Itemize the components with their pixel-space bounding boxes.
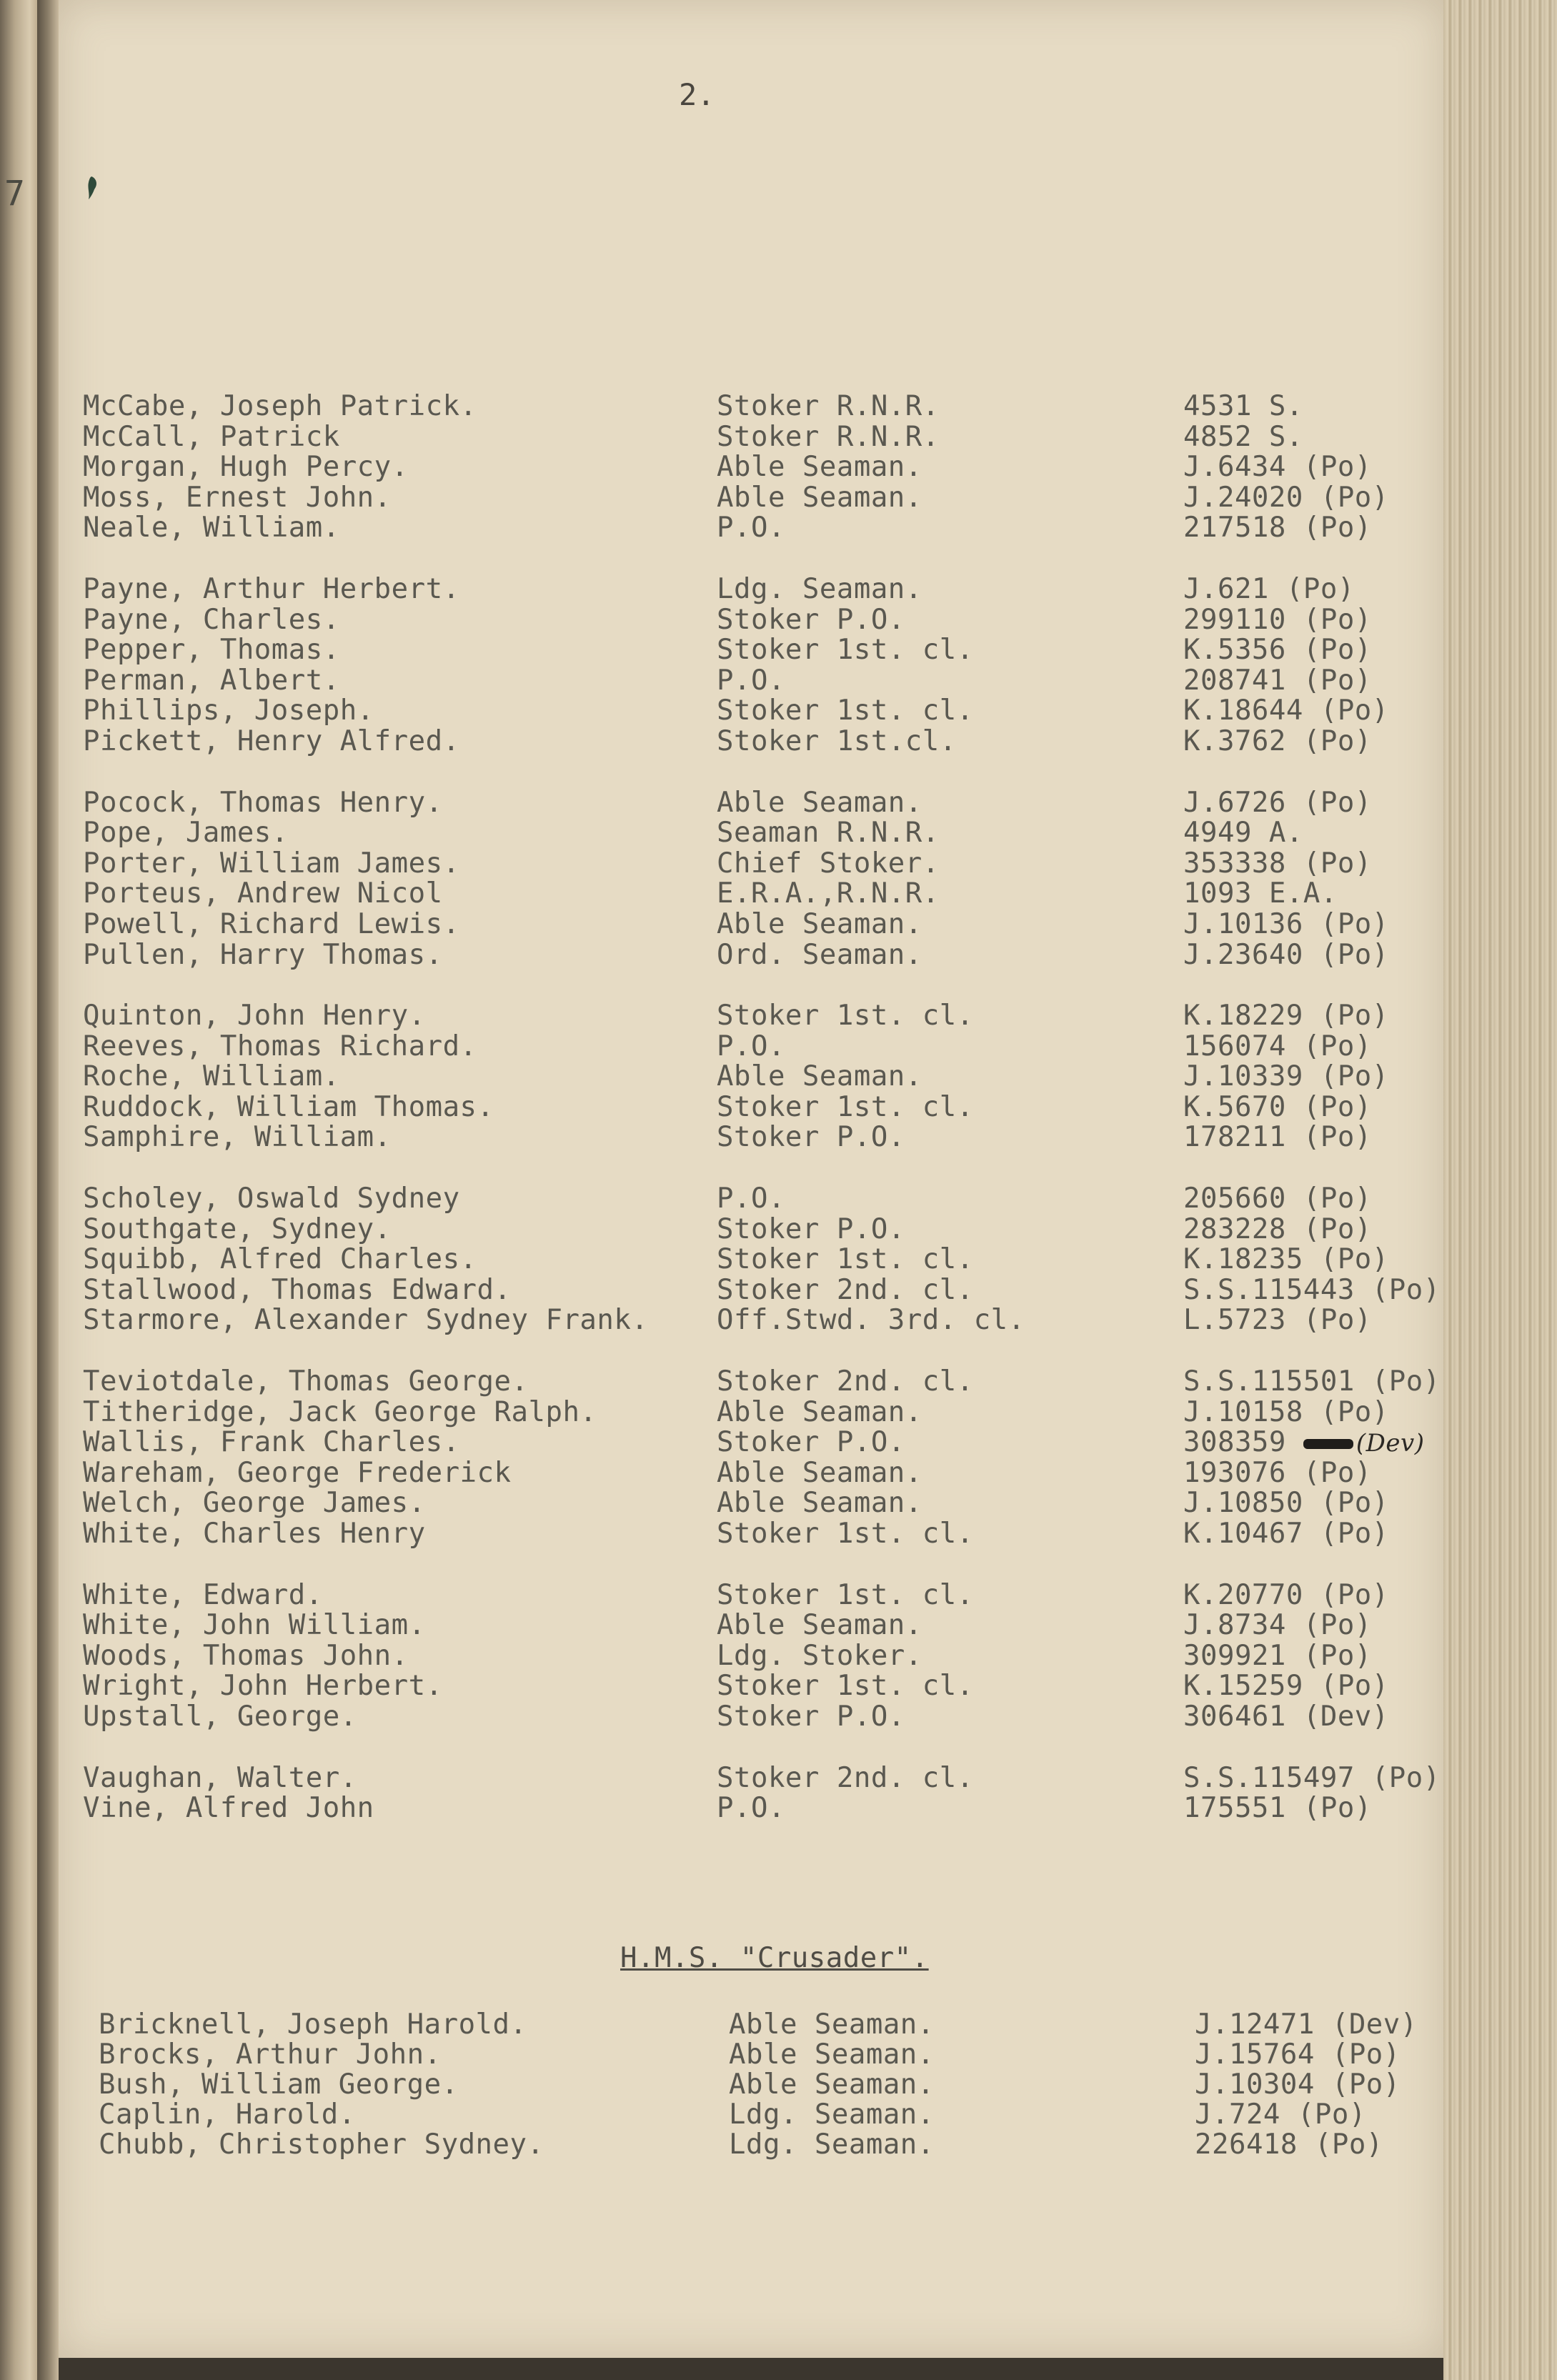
- roster-row: [83, 452, 1455, 483]
- sailor-name: Squibb, Alfred Charles.: [83, 1243, 477, 1276]
- sailor-name: Pullen, Harry Thomas.: [83, 938, 443, 971]
- roster-row: [83, 696, 1455, 727]
- sailor-name: Payne, Charles.: [83, 603, 340, 636]
- sailor-name: Starmore, Alexander Sydney Frank.: [83, 1304, 649, 1337]
- roster-row: [83, 1184, 1455, 1215]
- sailor-rank: Chief Stoker.: [717, 847, 940, 880]
- roster-row: [83, 666, 1455, 697]
- sailor-rank: Able Seaman.: [717, 1609, 922, 1642]
- official-number: J.621 (Po): [1183, 572, 1355, 605]
- roster-row: [83, 788, 1455, 819]
- sailor-name: White, Edward.: [83, 1578, 323, 1611]
- sailor-rank: Stoker 2nd. cl.: [717, 1365, 974, 1398]
- official-number: 283228 (Po): [1183, 1213, 1372, 1245]
- roster-row: [83, 1793, 1455, 1824]
- roster-row: [83, 1641, 1455, 1672]
- sailor-name: Brocks, Arthur John.: [99, 2038, 442, 2071]
- sailor-name: Pepper, Thomas.: [83, 634, 340, 667]
- official-number: J.24020 (Po): [1183, 481, 1389, 514]
- sailor-rank: Stoker 2nd. cl.: [717, 1761, 974, 1794]
- sailor-name: Porteus, Andrew Nicol: [83, 877, 443, 910]
- sailor-rank: Stoker P.O.: [717, 1700, 905, 1733]
- roster-row: [83, 1032, 1455, 1062]
- sailor-rank: Seaman R.N.R.: [717, 817, 940, 850]
- sailor-rank: Stoker 1st.cl.: [717, 725, 957, 757]
- official-number: J.8734 (Po): [1183, 1609, 1372, 1642]
- roster-row: [99, 2010, 1456, 2040]
- official-number: J.10136 (Po): [1183, 907, 1389, 940]
- sailor-rank: E.R.A.,R.N.R.: [717, 877, 940, 910]
- roster-row: [83, 1092, 1455, 1123]
- sailor-name: Wareham, George Frederick: [83, 1456, 512, 1489]
- official-number: J.6726 (Po): [1183, 786, 1372, 819]
- official-number: 156074 (Po): [1183, 1030, 1372, 1062]
- sailor-name: Vine, Alfred John: [83, 1792, 374, 1825]
- sailor-name: Pope, James.: [83, 817, 289, 850]
- roster-group: [83, 1763, 1455, 1824]
- ink-blot-icon: [83, 174, 104, 202]
- official-number: K.10467 (Po): [1183, 1518, 1389, 1550]
- official-number: J.10158 (Po): [1183, 1395, 1389, 1428]
- sailor-rank: Able Seaman.: [717, 786, 922, 819]
- sailor-rank: Stoker 1st. cl.: [717, 1670, 974, 1703]
- roster-row: [83, 1395, 1455, 1428]
- roster-row: [99, 2100, 1456, 2130]
- official-number: 299110 (Po): [1183, 603, 1372, 636]
- official-number: 205660 (Po): [1183, 1182, 1372, 1215]
- sailor-rank: P.O.: [717, 664, 785, 697]
- official-number: S.S.115443 (Po): [1183, 1273, 1441, 1306]
- official-number: J.10850 (Po): [1183, 1487, 1389, 1520]
- ship-heading-crusader: H.M.S. "Crusader".: [620, 1942, 929, 1974]
- sailor-rank: Stoker P.O.: [717, 603, 905, 636]
- sailor-rank: Able Seaman.: [717, 1456, 922, 1489]
- roster-row: [83, 1580, 1455, 1611]
- official-number: 353338 (Po): [1183, 847, 1372, 880]
- page-number: 2.: [679, 77, 715, 112]
- sailor-rank: Stoker P.O.: [717, 1213, 905, 1245]
- roster-row: [83, 1671, 1455, 1702]
- roster-row: [83, 422, 1455, 453]
- roster-group: [83, 574, 1455, 757]
- official-number: J.23640 (Po): [1183, 938, 1389, 971]
- sailor-name: Bricknell, Joseph Harold.: [99, 2008, 527, 2041]
- sailor-name: Wallis, Frank Charles.: [83, 1426, 460, 1459]
- sailor-rank: Able Seaman.: [717, 907, 922, 940]
- page-edges: [1443, 0, 1557, 2380]
- official-number: 309921 (Po): [1183, 1639, 1372, 1672]
- official-number: 4531 S.: [1183, 390, 1303, 422]
- official-number: L.5723 (Po): [1183, 1304, 1372, 1337]
- official-number: K.18644 (Po): [1183, 694, 1389, 727]
- roster-row: [83, 1215, 1455, 1245]
- official-number: 1093 E.A.: [1183, 877, 1338, 910]
- official-number: J.724 (Po): [1195, 2098, 1366, 2131]
- sailor-name: Vaughan, Walter.: [83, 1761, 357, 1794]
- sailor-name: White, Charles Henry: [83, 1518, 426, 1550]
- sailor-name: McCabe, Joseph Patrick.: [83, 390, 477, 422]
- official-number: J.6434 (Po): [1183, 451, 1372, 484]
- official-number: J.12471 (Dev): [1195, 2008, 1418, 2041]
- book-gutter: [37, 0, 59, 2380]
- sailor-name: Moss, Ernest John.: [83, 481, 392, 514]
- sailor-name: Samphire, William.: [83, 1121, 392, 1154]
- roster-row: [83, 1763, 1455, 1794]
- crusader-roster: [99, 2010, 1456, 2160]
- official-number: 308359: [1183, 1426, 1286, 1459]
- sailor-rank: Able Seaman.: [717, 1395, 922, 1428]
- sailor-rank: Stoker 1st. cl.: [717, 1000, 974, 1032]
- sailor-name: Southgate, Sydney.: [83, 1213, 392, 1245]
- roster-row: [83, 1275, 1455, 1306]
- official-number: 175551 (Po): [1183, 1792, 1372, 1825]
- sailor-name: Titheridge, Jack George Ralph.: [83, 1395, 597, 1428]
- roster-row: [83, 727, 1455, 757]
- roster-row: [83, 574, 1455, 605]
- crew-roster: [83, 392, 1455, 1855]
- sailor-name: Upstall, George.: [83, 1700, 357, 1733]
- official-number: 178211 (Po): [1183, 1121, 1372, 1154]
- sailor-name: Pickett, Henry Alfred.: [83, 725, 460, 757]
- roster-row: [99, 2070, 1456, 2100]
- official-number: J.10339 (Po): [1183, 1060, 1389, 1093]
- sailor-rank: P.O.: [717, 1030, 785, 1062]
- sailor-name: Porter, William James.: [83, 847, 460, 880]
- roster-row: [83, 483, 1455, 514]
- sailor-rank: Stoker 1st. cl.: [717, 1518, 974, 1550]
- margin-mark: 7: [4, 174, 25, 214]
- roster-row: [83, 1062, 1455, 1092]
- roster-row: [83, 605, 1455, 636]
- sailor-name: Payne, Arthur Herbert.: [83, 572, 460, 605]
- sailor-name: Caplin, Harold.: [99, 2098, 356, 2131]
- sailor-name: Neale, William.: [83, 512, 340, 544]
- sailor-name: Bush, William George.: [99, 2068, 459, 2101]
- roster-group: [83, 788, 1455, 971]
- sailor-rank: Stoker 2nd. cl.: [717, 1273, 974, 1306]
- official-number: J.10304 (Po): [1195, 2068, 1401, 2101]
- roster-row: [99, 2040, 1456, 2070]
- roster-row: [83, 879, 1455, 910]
- roster-group: [83, 392, 1455, 544]
- sailor-rank: Able Seaman.: [729, 2068, 935, 2101]
- roster-row: [83, 907, 1455, 940]
- roster-row: [83, 849, 1455, 880]
- official-number-amended: [1183, 1428, 1425, 1459]
- roster-row: [83, 1428, 1455, 1458]
- sailor-rank: Stoker P.O.: [717, 1121, 905, 1154]
- sailor-rank: Stoker 1st. cl.: [717, 1090, 974, 1123]
- sailor-rank: Able Seaman.: [717, 481, 922, 514]
- sailor-rank: P.O.: [717, 1792, 785, 1825]
- sailor-rank: Able Seaman.: [729, 2008, 935, 2041]
- sailor-rank: Ldg. Seaman.: [729, 2098, 935, 2131]
- roster-group: [83, 1001, 1455, 1153]
- sailor-name: Phillips, Joseph.: [83, 694, 374, 727]
- sailor-name: Reeves, Thomas Richard.: [83, 1030, 477, 1062]
- official-number: K.5670 (Po): [1183, 1090, 1372, 1123]
- sailor-name: Quinton, John Henry.: [83, 1000, 426, 1032]
- roster-row: [83, 1122, 1455, 1153]
- sailor-name: Woods, Thomas John.: [83, 1639, 409, 1672]
- sailor-rank: Able Seaman.: [717, 1060, 922, 1093]
- roster-row: [83, 513, 1455, 544]
- sailor-rank: Stoker 1st. cl.: [717, 634, 974, 667]
- official-number: K.18235 (Po): [1183, 1243, 1389, 1276]
- roster-row: [83, 1610, 1455, 1641]
- official-number: S.S.115497 (Po): [1183, 1761, 1441, 1794]
- sailor-rank: P.O.: [717, 1182, 785, 1215]
- roster-row: [83, 1001, 1455, 1032]
- sailor-name: Wright, John Herbert.: [83, 1670, 443, 1703]
- roster-row: [83, 1305, 1455, 1336]
- sailor-rank: Able Seaman.: [717, 451, 922, 484]
- bottom-shadow: [59, 2358, 1443, 2380]
- sailor-rank: Stoker 1st. cl.: [717, 694, 974, 727]
- official-number: J.15764 (Po): [1195, 2038, 1401, 2071]
- sailor-name: Morgan, Hugh Percy.: [83, 451, 409, 484]
- roster-row: [83, 1367, 1455, 1398]
- sailor-name: Scholey, Oswald Sydney: [83, 1182, 460, 1215]
- roster-group: [83, 1184, 1455, 1336]
- roster-group: [83, 1367, 1455, 1550]
- roster-row: [83, 818, 1455, 849]
- official-number: 208741 (Po): [1183, 664, 1372, 697]
- sailor-rank: Stoker 1st. cl.: [717, 1243, 974, 1276]
- struck-out-mark: [1303, 1439, 1353, 1449]
- sailor-rank: Able Seaman.: [729, 2038, 935, 2071]
- roster-row: [83, 1458, 1455, 1489]
- sailor-rank: Able Seaman.: [717, 1487, 922, 1520]
- official-number: K.18229 (Po): [1183, 1000, 1389, 1032]
- roster-row: [83, 635, 1455, 666]
- sailor-name: Ruddock, William Thomas.: [83, 1090, 494, 1123]
- official-number: K.20770 (Po): [1183, 1578, 1389, 1611]
- sailor-name: Chubb, Christopher Sydney.: [99, 2128, 544, 2161]
- previous-page-edge: [0, 0, 37, 2380]
- sailor-name: White, John William.: [83, 1609, 426, 1642]
- sailor-rank: Ldg. Seaman.: [717, 572, 922, 605]
- sailor-rank: Stoker R.N.R.: [717, 420, 940, 453]
- sailor-rank: Ldg. Seaman.: [729, 2128, 935, 2161]
- sailor-rank: Off.Stwd. 3rd. cl.: [717, 1304, 1025, 1337]
- sailor-name: Roche, William.: [83, 1060, 340, 1093]
- roster-row: [83, 1245, 1455, 1275]
- sailor-name: Stallwood, Thomas Edward.: [83, 1273, 512, 1306]
- roster-row: [83, 940, 1455, 971]
- roster-row: [83, 392, 1455, 422]
- official-number: 226418 (Po): [1195, 2128, 1383, 2161]
- official-number: 4949 A.: [1183, 817, 1303, 850]
- official-number: 193076 (Po): [1183, 1456, 1372, 1489]
- official-number: 217518 (Po): [1183, 512, 1372, 544]
- roster-row: [83, 1519, 1455, 1550]
- sailor-rank: Stoker 1st. cl.: [717, 1578, 974, 1611]
- official-number: K.15259 (Po): [1183, 1670, 1389, 1703]
- official-number: K.5356 (Po): [1183, 634, 1372, 667]
- sailor-name: Welch, George James.: [83, 1487, 426, 1520]
- sailor-rank: Ldg. Stoker.: [717, 1639, 922, 1672]
- sailor-rank: Ord. Seaman.: [717, 938, 922, 971]
- sailor-name: Powell, Richard Lewis.: [83, 907, 460, 940]
- official-number: S.S.115501 (Po): [1183, 1365, 1441, 1398]
- sailor-rank: P.O.: [717, 512, 785, 544]
- sailor-rank: Stoker R.N.R.: [717, 390, 940, 422]
- sailor-rank: Stoker P.O.: [717, 1426, 905, 1459]
- sailor-name: Teviotdale, Thomas George.: [83, 1365, 529, 1398]
- official-number: 4852 S.: [1183, 420, 1303, 453]
- roster-row: [99, 2130, 1456, 2160]
- sailor-name: Pocock, Thomas Henry.: [83, 786, 443, 819]
- roster-row: [83, 1702, 1455, 1733]
- roster-row: [83, 1488, 1455, 1519]
- official-number: K.3762 (Po): [1183, 725, 1372, 757]
- official-number: 306461 (Dev): [1183, 1700, 1389, 1733]
- sailor-name: Perman, Albert.: [83, 664, 340, 697]
- sailor-name: McCall, Patrick: [83, 420, 340, 453]
- handwritten-annotation: (Dev): [1355, 1429, 1425, 1458]
- roster-group: [83, 1580, 1455, 1733]
